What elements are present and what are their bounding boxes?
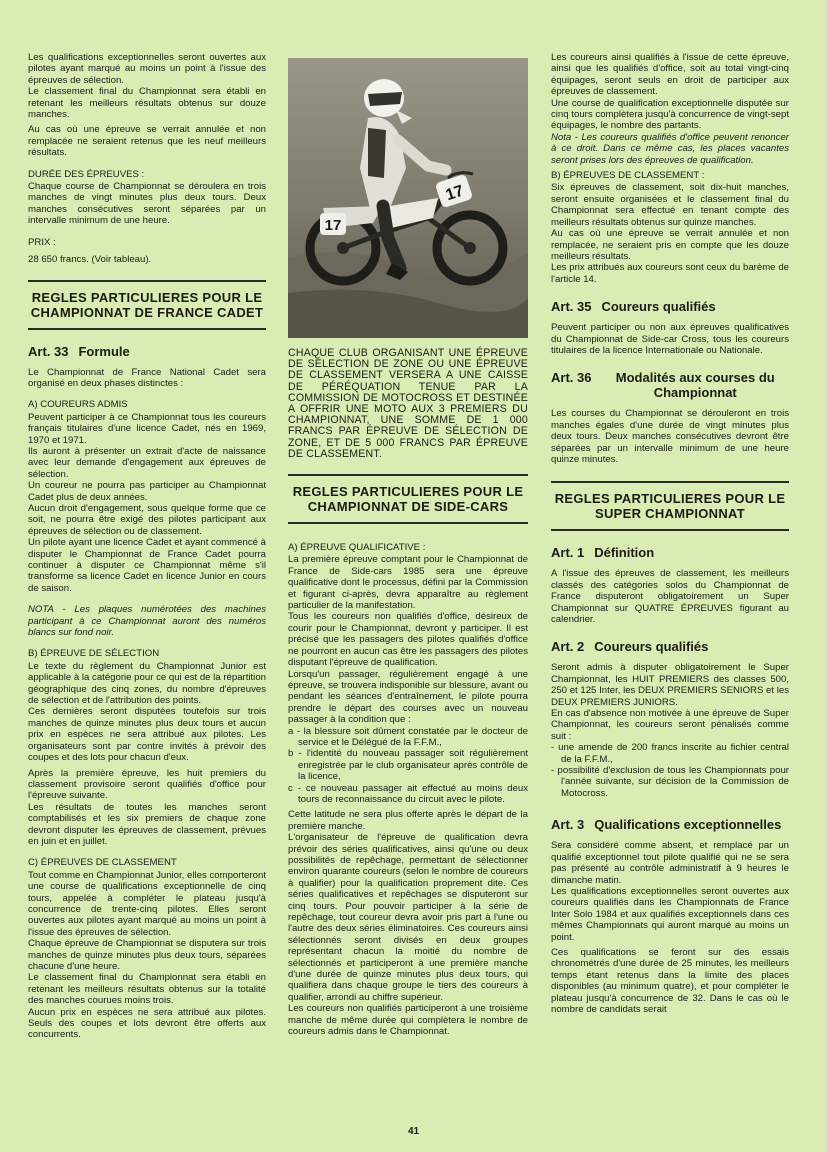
article-heading <box>551 639 789 654</box>
article-heading <box>551 370 789 400</box>
article-title: Coureurs qualifiés <box>594 639 709 655</box>
paragraph: A l'issue des épreuves de classement, les meilleurs classés des catégories solos du Championnat de France disputeront obligatoirement un Super Championnat sur QUATRE ÉPREUVES figurant au calendrier. <box>551 568 789 625</box>
article-number: Art. 36 <box>551 370 592 386</box>
divider <box>551 481 789 483</box>
paragraph: Un coureur ne pourra pas participer au Championnat Cadet plus de deux années. <box>28 480 266 503</box>
paragraph: Six épreuves de classement, soit dix-huit manches, seront ensuite organisées et le classement final du Championnat sera effectué en tenant compte des meilleurs résultats obtenus sur quinze manches. <box>551 182 789 228</box>
article-title: Coureurs qualifiés <box>601 299 716 315</box>
paragraph: Un pilote ayant une licence Cadet et ayant commencé à disputer le Championnat de France Cadet pourra continuer à disputer ce Championnat même s'il transforme sa licence Cadet en licence Junior en cours de saison. <box>28 537 266 594</box>
article-title: Qualifications exceptionnelles <box>594 817 782 833</box>
subheading-prix: PRIX : <box>28 236 56 248</box>
article-number: Art. 33 <box>28 343 69 359</box>
paragraph: Au cas où une épreuve se verrait annulée et non remplacée ne seraient retenus que les neuf meilleurs résultats. <box>28 124 266 159</box>
paragraph: Le classement final du Championnat sera établi en retenant les meilleurs résultats obtenus sur la totalité des manches courues moins trois. <box>28 972 266 1007</box>
list-item: - possibilité d'exclusion de tous les Championnats pour l'année suivante, sur décision de la Commission de Motocross. <box>551 765 789 799</box>
article-heading <box>551 817 789 832</box>
column-left <box>28 52 266 1045</box>
section-title-super-championnat: REGLES PARTICULIERES POUR LE SUPER CHAMPIONNAT <box>554 491 786 522</box>
paragraph: Sera considéré comme absent, et remplacé par un qualifié exceptionnel tout pilote qualifié qui ne se sera pas présenté au contrôle administratif à 9 heures le dimanche matin. <box>551 840 789 886</box>
list-item: c - ce nouveau passager ait effectué au moins deux tours de reconnaissance du circuit avec le pilote. <box>288 782 528 805</box>
paragraph: La première épreuve comptant pour le Championnat de France de Side-cars 1985 sera une épreuve qualificative dont le processus, défini par la Commission et figurant ci-après, devra apparaître au règlement particulier de la manifestation. <box>288 554 528 612</box>
subheading: A) ÉPREUVE QUALIFICATIVE : <box>288 542 426 554</box>
paragraph: Lorsqu'un passager, régulièrement engagé à une épreuve, se trouvera indisponible sur blessure, avant ou pendant les séances d'entraînement, le pilote pourra prendre le départ des courses avec un nouveau passager à la condition que : <box>288 668 528 726</box>
article-heading <box>551 545 789 560</box>
paragraph: Après la première épreuve, les huit premiers du classement provisoire seront qualifiés d'office pour l'épreuve suivante. <box>28 767 266 802</box>
photo-illustration <box>288 58 528 338</box>
paragraph: Seront admis à disputer obligatoirement le Super Championnat, les HUIT PREMIERS des classes 500, 250 et 125 Inter, les DEUX PREMIERS SENIORS et les DEUX PREMIERS JUNIORS. <box>551 662 789 708</box>
column-right <box>551 52 789 1019</box>
divider <box>28 328 266 330</box>
paragraph: Peuvent participer ou non aux épreuves qualificatives du Championnat de Side-car Cross, tous les coureurs titulaires de la licence Internationale ou Nationale. <box>551 322 789 356</box>
list-item: b - l'identité du nouveau passager soit régulièrement enregistrée par le club organisateur après contrôle de la licence, <box>288 748 528 783</box>
paragraph: Aucun droit d'engagement, sous quelque forme que ce soit, ne pourra être exigé des pilotes participant aux épreuves de sélection ou de classement. <box>28 502 266 537</box>
paragraph: Les coureurs non qualifiés participeront à une troisième manche de même durée qui complètera le nombre de coureurs admis dans le Championnat. <box>288 1003 528 1038</box>
paragraph: Ces dernières seront disputées toutefois sur trois manches de quinze minutes plus deux tours et aucun prix en espèces ne sera attribué aux pilotes. Les organisateurs sont par contre invités à prévoir des coupes et des lots pour chacun d'eux. <box>28 706 266 764</box>
list-item: a - la blessure soit dûment constatée par le docteur de service et le Délégué de la F.F.M., <box>288 725 528 748</box>
subheading: C) ÉPREUVES DE CLASSEMENT <box>28 857 177 869</box>
paragraph: En cas d'absence non motivée à une épreuve de Super Championnat, les coureurs seront pénalisés comme suit : <box>551 708 789 742</box>
paragraph: 28 650 francs. (Voir tableau). <box>28 254 152 266</box>
paragraph: Tous les coureurs non qualifiés d'office, désireux de courir pour le Championnat, devront y participer. Il est précisé que les passagers des pilotes qualifiés d'office ne pourront en aucun cas être les passagers des pilotes disputant l'épreuve de qualification. <box>288 611 528 669</box>
divider <box>28 280 266 282</box>
paragraph: Les coureurs ainsi qualifiés à l'issue de cette épreuve, ainsi que les qualifiés d'office, soit au total vingt-cinq équipages, seront seuls en droit de participer aux épreuves de classement. <box>551 52 789 98</box>
article-title: Modalités aux courses du Championnat <box>615 370 775 401</box>
paragraph: L'organisateur de l'épreuve de qualification devra prévoir des séries qualificatives, ainsi qu'une ou deux possibilités de repêchage, permettant de sélectionner environ quarante coureurs (selon le nombre de coureurs à qualifier) pour la qualification proprement dite. Ces séries qualificatives et repêchages se disputeront sur cinq tours. Pour pouvoir participer à la série de repêchage, tout coureur devra avoir pris part à l'une ou l'autre des deux séries éliminatoires. Ces coureurs ainsi sélectionnés seront divisés en deux groupes représentant chacun la moitié du nombre de sélectionnés et participeront à une première manche d'une durée de quinze minutes plus deux tours, qui qualifiera dans chaque groupe le tiers des coureurs à qualifier, arrondi au chiffre supérieur. <box>288 832 528 1003</box>
divider <box>288 474 528 476</box>
article-title: Définition <box>594 545 655 561</box>
paragraph: Ils auront à présenter un extrait d'acte de naissance avec leur demande d'engagement aux épreuves de sélection. <box>28 445 266 480</box>
motocross-rider-photo <box>288 58 528 338</box>
paragraph: Tout comme en Championnat Junior, elles comporteront une course de qualifications exceptionnelle de cinq tours, appelée à compléter le plateau jusqu'à concurrence de trente-cinq pilotes. Elles seront ouvertes aux pilotes ayant marqué au moins un point à l'issue des épreuves de sélection. <box>28 869 266 938</box>
bike-number-front: 17 <box>443 182 466 205</box>
paragraph: Les courses du Championnat se dérouleront en trois manches égales d'une durée de vingt minutes plus deux tours. Deux manches consécutives devront être séparées par un intervalle minimum de une heure quinze minutes. <box>551 408 789 465</box>
paragraph: Chaque épreuve de Championnat se disputera sur trois manches de quinze minutes plus deux tours, séparées chacune d'une heure. <box>28 938 266 972</box>
penalties-list <box>551 742 789 799</box>
paragraph: Le Championnat de France National Cadet sera organisé en deux phases distinctes : <box>28 366 266 389</box>
subheading: A) COUREURS ADMIS <box>28 399 128 411</box>
caisse-perequation-notice: CHAQUE CLUB ORGANISANT UNE ÉPREUVE DE SÉLECTION DE ZONE OU UNE ÉPREUVE DE CLASSEMENT VERSERA A UNE CAISSE DE PÉRÉQUATION TENUE PAR LA COMMISSION DE MOTOCROSS ET DESTINÉE A OFFRIR UNE MOTO AUX 3 PREMIERS DU CHAMPIONNAT, UNE SOMME DE 1 000 FRANCS PAR ÉPREUVE DE SÉLECTION DE ZONE, ET DE 5 000 FRANCS PAR ÉPREUVE DE CLASSEMENT. <box>288 347 528 460</box>
column-middle <box>288 58 528 1042</box>
paragraph: Cette latitude ne sera plus offerte après le départ de la première manche. <box>288 809 528 832</box>
nota: NOTA - Les plaques numérotées des machines participant à ce Championnat auront des numéros blancs sur fond noir. <box>28 604 266 639</box>
article-number: Art. 1 <box>551 545 585 561</box>
paragraph: Au cas où une épreuve se verrait annulée et non remplacée, ne seraient pris en compte que les douze meilleurs résultats. <box>551 228 789 262</box>
paragraph: Les résultats de toutes les manches seront comptabilisés et les six premiers de chaque zone devront disputer les épreuves de classement, prévues en juin et en juillet. <box>28 801 266 847</box>
article-number: Art. 3 <box>551 817 585 833</box>
nota: Nota - Les coureurs qualifiés d'office peuvent renoncer à ce droit. Dans ce même cas, les places vacantes seront prises lors des épreuves de qualification. <box>551 131 789 166</box>
article-number: Art. 2 <box>551 639 585 655</box>
article-heading <box>28 344 266 359</box>
paragraph: Le classement final du Championnat sera établi en retenant les meilleurs résultats obtenus sur douze manches. <box>28 86 266 121</box>
article-title: Formule <box>78 343 130 359</box>
subheading-duree: DURÉE DES ÉPREUVES : <box>28 168 145 180</box>
paragraph: Peuvent participer à ce Championnat tous les coureurs français titulaires d'une licence Cadet, nés en 1969, 1970 et 1971. <box>28 411 266 446</box>
paragraph: Aucun prix en espèces ne sera attribué aux pilotes. Seuls des coupes et lots devront être offerts aux concurrents. <box>28 1006 266 1041</box>
subheading: B) ÉPREUVE DE SÉLECTION <box>28 648 160 660</box>
conditions-list <box>288 726 528 806</box>
section-title-side-cars: REGLES PARTICULIERES POUR LE CHAMPIONNAT DE SIDE-CARS <box>292 484 524 515</box>
paragraph: Une course de qualification exceptionnelle disputée sur cinq tours complètera jusqu'à concurrence de vingt-sept équipages, le nombre des partants. <box>551 97 789 132</box>
paragraph: Ces qualifications se feront sur des essais chronométrés d'une durée de 25 minutes, les meilleurs temps étant retenus dans la limite des places disponibles (au minimum quatre), et pour compléter le plateau jusqu'à concurrence de 32. Dans le cas où le nombre de candidats serait <box>551 946 789 1015</box>
divider <box>551 529 789 531</box>
article-number: Art. 35 <box>551 299 592 315</box>
list-item: - une amende de 200 francs inscrite au fichier central de la F.F.M., <box>551 742 789 765</box>
paragraph: Le texte du règlement du Championnat Junior est applicable à la catégorie pour ce qui est de la répartition géographique des cinq zones, du nombre d'épreuves de sélection et de l'attribution des points. <box>28 660 266 707</box>
paragraph: Les qualifications exceptionnelles seront ouvertes aux pilotes ayant marqué au moins un point à l'issue des épreuves de sélection. <box>28 52 266 86</box>
subheading: B) ÉPREUVES DE CLASSEMENT : <box>551 170 705 182</box>
article-heading <box>551 299 789 314</box>
bike-number-rear: 17 <box>324 217 342 234</box>
paragraph: Chaque course de Championnat se déroulera en trois manches de vingt minutes plus deux tours. Deux manches consécutives seront séparées par un intervalle minimum de une heure. <box>28 181 266 227</box>
paragraph: Les qualifications exceptionnelles seront ouvertes aux coureurs qualifiés dans les Championnats de France Inter Solo 1984 et aux qualifiés exceptionnels dans ces mêmes Championnats qui auront marqué au moins un point. <box>551 885 789 943</box>
section-title-cadet: REGLES PARTICULIERES POUR LE CHAMPIONNAT DE FRANCE CADET <box>30 289 264 320</box>
divider <box>288 522 528 524</box>
paragraph: Les prix attribués aux coureurs sont ceux du barème de l'article 14. <box>551 262 789 285</box>
page-number: 41 <box>407 1126 420 1137</box>
